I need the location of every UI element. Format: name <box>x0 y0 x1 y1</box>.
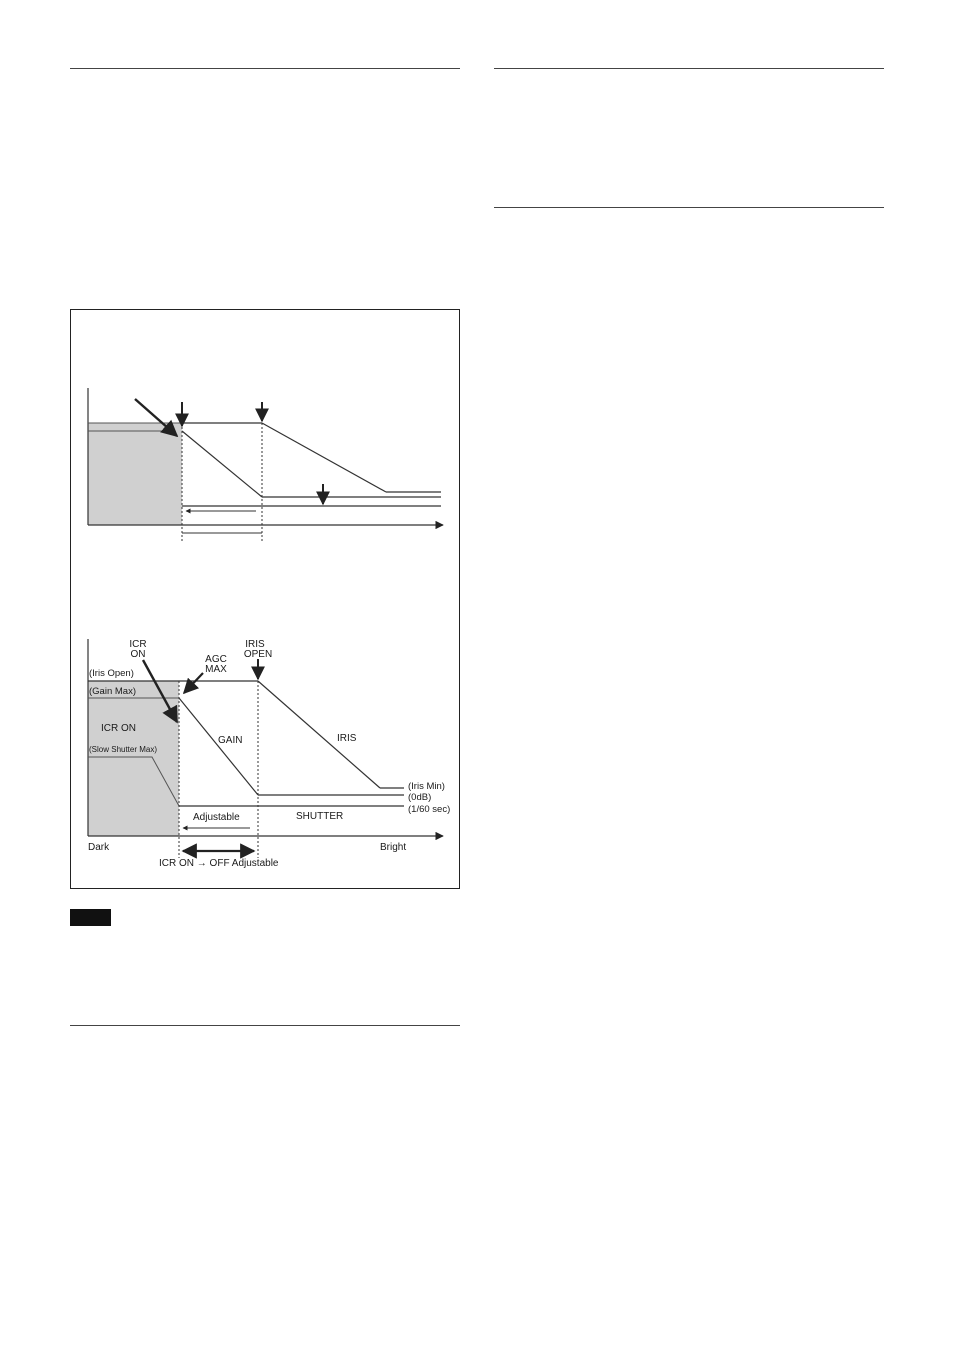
label-iris-open: IRIS <box>245 639 265 650</box>
iris-slope-upper <box>262 423 386 492</box>
label-adjustable: Adjustable <box>193 812 240 823</box>
label-icr-on-arrow: ICR <box>129 639 147 650</box>
diagram-lower <box>88 639 450 869</box>
label-slow-shutter-max: (Slow Shutter Max) <box>89 745 158 754</box>
gain-slope-lower <box>179 698 258 795</box>
label-icr-on-arrow: ON <box>130 649 146 660</box>
label-iris-min: (Iris Min) <box>408 781 445 792</box>
label-icr-on-region: ICR ON <box>101 723 136 734</box>
shaded-region-lower <box>88 681 179 836</box>
label-gain-curve: GAIN <box>218 735 243 746</box>
label-agc-max: AGC <box>205 654 227 665</box>
label-iris-curve: IRIS <box>337 733 357 744</box>
label-icr-on-off-adjustable: ICR ON → OFF Adjustable <box>159 858 279 869</box>
label-shutter-sixtieth: (1/60 sec) <box>408 804 451 815</box>
diagram-upper <box>88 388 443 543</box>
label-dark: Dark <box>88 842 110 853</box>
label-agc-max: MAX <box>205 664 227 675</box>
label-zero-db: (0dB) <box>408 792 432 803</box>
iris-slope-lower <box>258 681 380 788</box>
gain-slope-upper <box>182 431 262 497</box>
label-iris-open: OPEN <box>243 649 273 660</box>
label-shutter-curve: SHUTTER <box>296 811 344 822</box>
shaded-region-upper <box>88 423 182 525</box>
label-bright: Bright <box>380 842 407 853</box>
label-gain-max-level: (Gain Max) <box>89 686 136 697</box>
label-iris-open-level: (Iris Open) <box>89 668 134 679</box>
diagonal-arrow-icon <box>184 673 203 693</box>
